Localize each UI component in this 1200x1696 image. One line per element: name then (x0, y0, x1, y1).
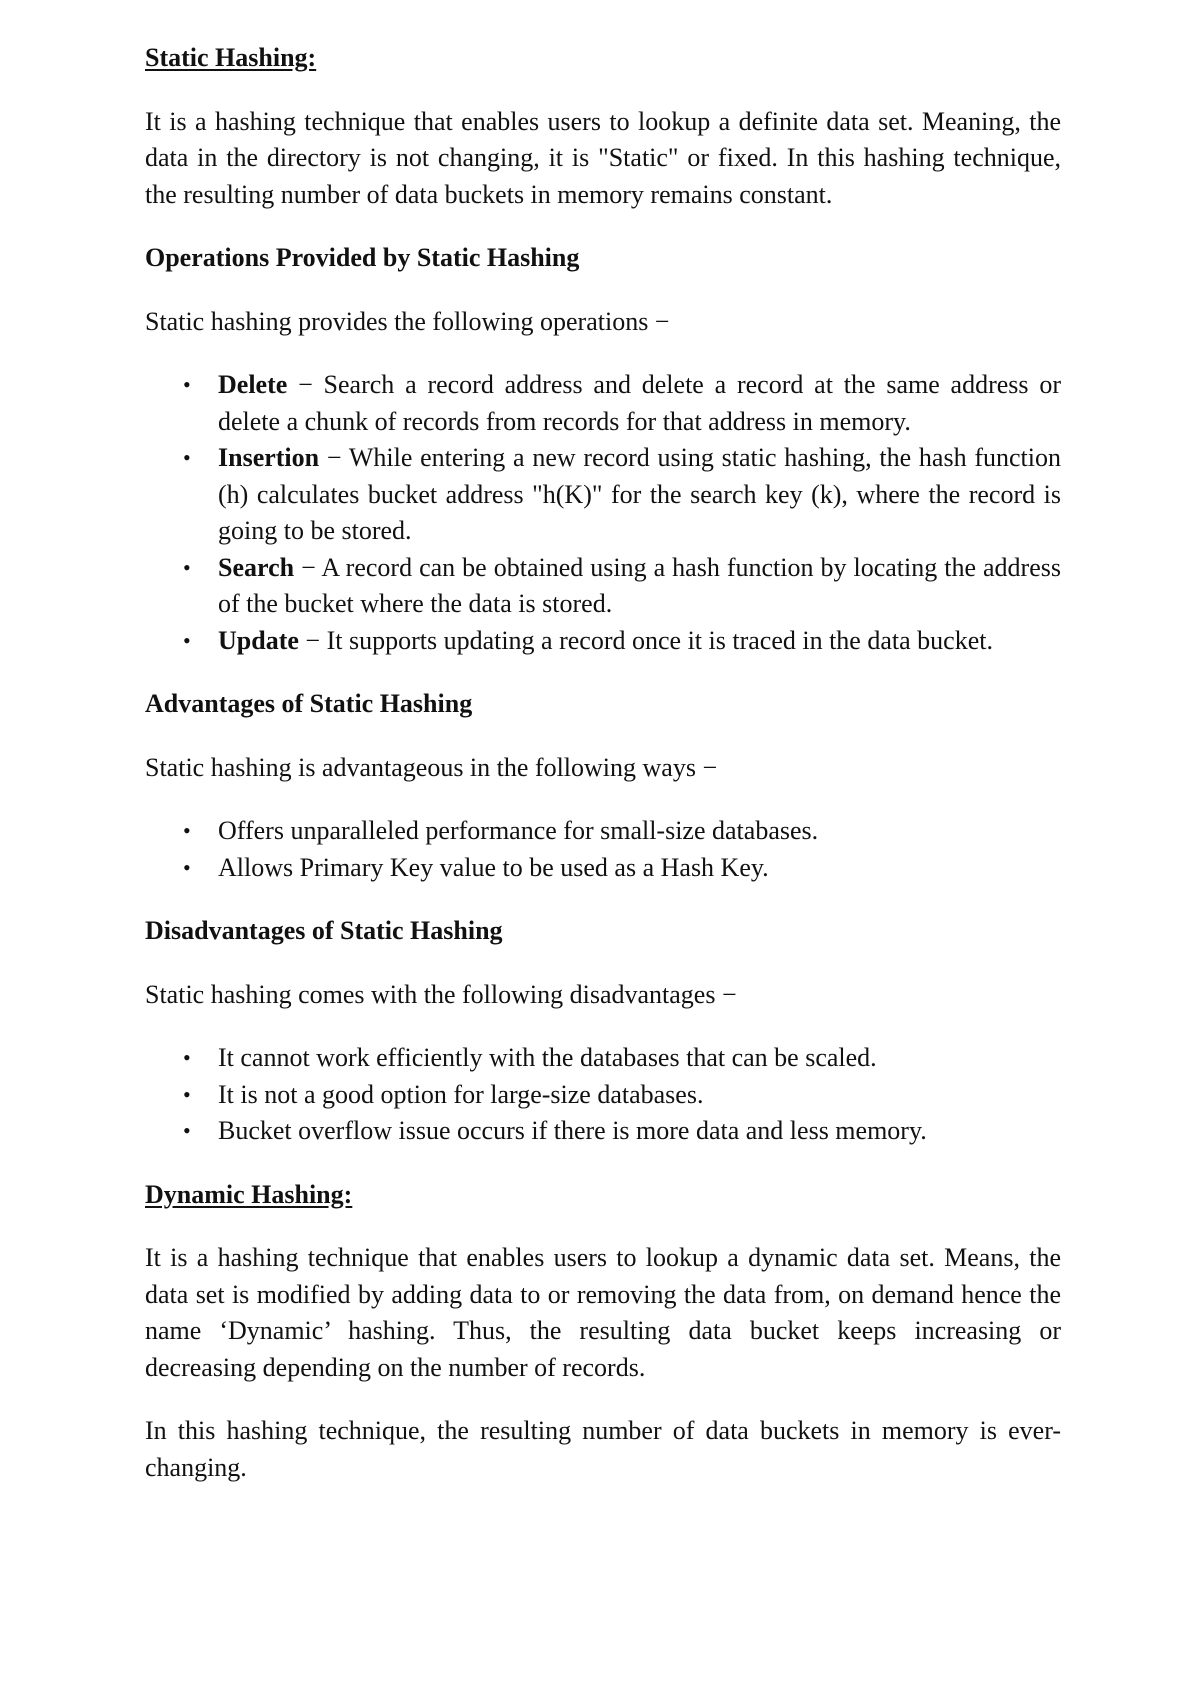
disadvantage-text: It is not a good option for large-size databases. (218, 1079, 704, 1109)
desc-insertion: − While entering a new record using static hashing, the hash function (h) calculates bucket address "h(K)" for the search key (k), where the record is going to be stored. (218, 443, 1061, 545)
operations-intro: Static hashing provides the following operations − (145, 306, 670, 336)
bullet-icon: • (183, 372, 191, 397)
term-delete: Delete (218, 370, 288, 399)
operations-list (145, 367, 1061, 659)
term-update: Update (218, 625, 299, 655)
list-item-insertion (145, 440, 1061, 550)
list-item (145, 1077, 1061, 1114)
dynamic-hashing-para-2: In this hashing technique, the resulting number of data buckets in memory is ever-changing. (145, 1416, 1061, 1482)
bullet-icon: • (183, 1118, 191, 1143)
disadvantages-list (145, 1040, 1061, 1150)
advantages-intro: Static hashing is advantageous in the following ways − (145, 752, 718, 782)
bullet-icon: • (183, 1081, 191, 1107)
bullet-icon: • (183, 554, 191, 580)
advantage-text: Offers unparalleled performance for small-size databases. (218, 816, 819, 845)
list-item (145, 1113, 1061, 1150)
bullet-icon: • (183, 445, 191, 470)
disadvantages-heading: Disadvantages of Static Hashing (145, 916, 503, 945)
bullet-icon: • (183, 1045, 191, 1070)
term-search: Search (218, 552, 295, 582)
disadvantage-text: It cannot work efficiently with the databases that can be scaled. (218, 1043, 877, 1072)
advantages-list (145, 813, 1061, 886)
list-item (145, 813, 1061, 850)
list-item-delete (145, 367, 1061, 440)
desc-update: − It supports updating a record once it is traced in the data bucket. (298, 625, 993, 655)
term-insertion: Insertion (218, 443, 320, 472)
disadvantages-intro: Static hashing comes with the following disadvantages − (145, 979, 737, 1009)
document-page (145, 40, 1061, 1486)
list-item-search (145, 550, 1061, 623)
dynamic-hashing-para-1: It is a hashing technique that enables users to lookup a dynamic data set. Means, the data set is modified by adding data to or removing the data from, on demand hence the name ‘Dynamic’ hashing. Thus, the resulting data bucket keeps increasing or decreasing depending on the number of records. (145, 1243, 1061, 1382)
advantages-heading: Advantages of Static Hashing (145, 689, 473, 718)
bullet-icon: • (183, 818, 191, 843)
disadvantage-text: Bucket overflow issue occurs if there is more data and less memory. (218, 1116, 927, 1145)
bullet-icon: • (183, 627, 191, 653)
advantage-text: Allows Primary Key value to be used as a Hash Key. (218, 852, 769, 882)
bullet-icon: • (183, 854, 191, 880)
operations-heading: Operations Provided by Static Hashing (145, 243, 580, 272)
list-item (145, 1040, 1061, 1077)
desc-delete: − Search a record address and delete a record at the same address or delete a chunk of records from records for that address in memory. (218, 370, 1061, 436)
dynamic-hashing-heading: Dynamic Hashing: (145, 1179, 353, 1209)
list-item-update (145, 623, 1061, 660)
desc-search: − A record can be obtained using a hash function by locating the address of the bucket where the data is stored. (218, 552, 1061, 618)
static-hashing-heading: Static Hashing: (145, 43, 317, 72)
list-item (145, 850, 1061, 887)
static-hashing-intro: It is a hashing technique that enables users to lookup a definite data set. Meaning, the data in the directory is not changing, it is "Static" or fixed. In this hashing technique, the resulting number of data buckets in memory remains constant. (145, 106, 1061, 209)
